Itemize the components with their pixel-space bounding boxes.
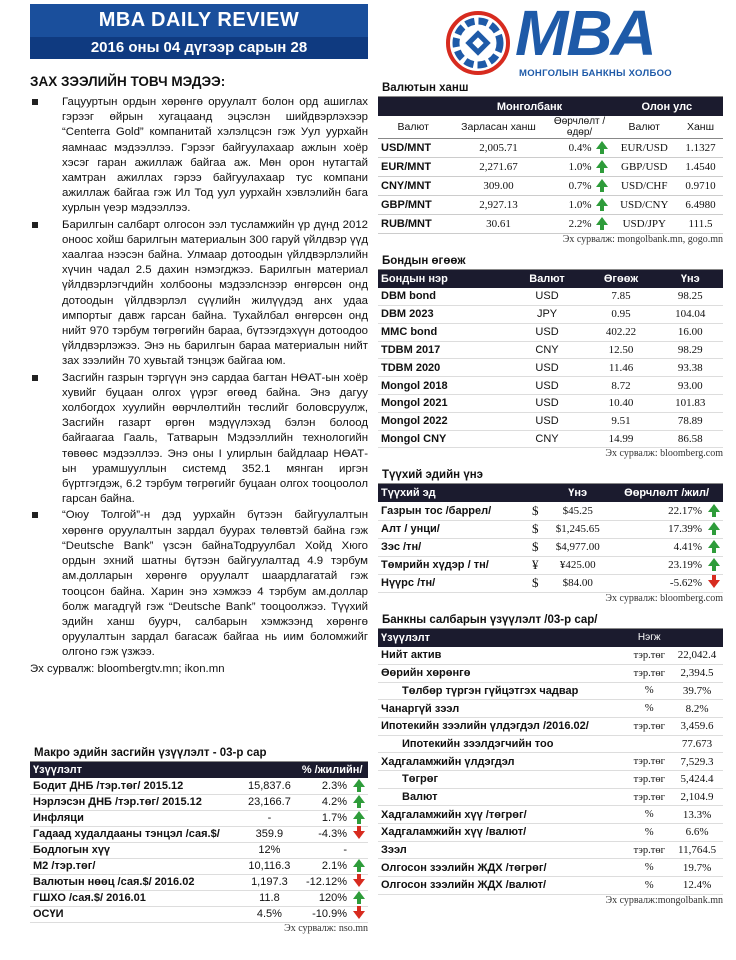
commodity-price: ¥425.00	[545, 556, 610, 574]
commodity-name: Газрын тос /баррел/	[378, 502, 529, 520]
up-arrow-icon	[708, 540, 720, 548]
currency-symbol-icon: $	[529, 502, 545, 520]
macro-row	[30, 874, 368, 890]
bank-indicator: Ипотекийн зээлийн үлдэгдэл /2016.02/	[378, 717, 627, 735]
fx-group-intl: Олон улс	[611, 97, 723, 116]
bank-unit: тэр.төг	[627, 788, 671, 806]
news-item	[30, 371, 368, 508]
macro-row	[30, 858, 368, 874]
mba-logo-mark-icon	[445, 10, 511, 76]
bank-row	[378, 806, 723, 824]
fx-rate: 2,271.67	[448, 158, 548, 177]
fx-rate: 309.00	[448, 177, 548, 196]
commodity-change: 4.41%	[610, 538, 705, 556]
news-item	[30, 508, 368, 660]
bonds-section	[378, 253, 723, 459]
news-item-text: “Оюу Толгой”-н дэд уурхайн бүтээн байгуулалтын хөрөнгө оруулалтын зардал буурах төлөвтэй байна гэж “Deutsche Bank” үзсэн байнаТодруулбал Хойд Хюго ордын эхний шатны бүтээн байгуулалтад 4.9 тэрбум ам.долларын хөрөнгө оруулалт шаардлагатай гэж тооцсон байна. Харин энэ хэмжээ 4 тэрбум ам.доллар болж магадгүй гэж “Deutsche Bank” тооцоолжээ. Түүхий эдийн ханш буурч, салбарын хэмжээнд хөрөнгө оруулалтын зардал багасаж байгаа нь иим боломжийг олгоно гэж үзжээ.	[62, 509, 368, 659]
commodity-change: 22.17%	[610, 502, 705, 520]
bank-row	[378, 770, 723, 788]
bond-yield: 0.95	[585, 306, 658, 324]
bank-row	[378, 753, 723, 771]
bond-row	[378, 395, 723, 413]
report-title: MBA DAILY REVIEW	[30, 4, 368, 37]
news-column	[30, 68, 368, 677]
fx-rate2: 1.4540	[678, 158, 723, 177]
news-list	[30, 95, 368, 661]
bank-value: 3,459.6	[671, 717, 723, 735]
bank-unit: тэр.төг	[627, 717, 671, 735]
fx-pair: USD/MNT	[378, 139, 448, 158]
bank-row	[378, 824, 723, 842]
macro-change: -10.9%	[312, 908, 347, 920]
macro-value: 15,837.6	[248, 779, 291, 792]
fx-row	[378, 177, 723, 196]
bond-row	[378, 306, 723, 324]
bond-row	[378, 341, 723, 359]
bank-value: 6.6%	[671, 824, 723, 842]
bond-currency: USD	[510, 377, 585, 395]
bond-name: Mongol CNY	[378, 430, 510, 448]
bank-row	[378, 717, 723, 735]
bond-price: 93.00	[658, 377, 724, 395]
commodities-table	[378, 484, 723, 593]
fx-pair: EUR/MNT	[378, 158, 448, 177]
bond-row	[378, 430, 723, 448]
bonds-title: Бондын өгөөж	[378, 253, 723, 270]
fx-title: Валютын ханш	[378, 80, 723, 97]
commodity-change: 17.39%	[610, 520, 705, 538]
bond-price: 93.38	[658, 359, 724, 377]
macro-indicator: Бодлогын хүү	[33, 844, 111, 856]
mba-logo	[445, 0, 715, 84]
logo-subtitle: МОНГОЛЫН БАНКНЫ ХОЛБОО	[519, 68, 672, 79]
macro-row	[30, 842, 368, 858]
bank-value: 7,529.3	[671, 753, 723, 771]
fx-rate2: 111.5	[678, 215, 723, 234]
up-arrow-icon	[353, 795, 365, 803]
bank-col-unit: Нэгж	[627, 629, 671, 647]
currency-symbol-icon: $	[529, 520, 545, 538]
up-arrow-icon	[353, 811, 365, 819]
macro-value: 10,116.3	[248, 860, 291, 872]
bank-unit: %	[627, 877, 671, 895]
bank-unit: %	[627, 700, 671, 718]
report-date: 2016 оны 04 дүгээр сарын 28	[30, 37, 368, 59]
bank-row	[378, 859, 723, 877]
bank-unit: тэр.төг	[627, 664, 671, 682]
up-arrow-icon	[708, 558, 720, 566]
bank-value: 77.673	[671, 735, 723, 753]
macro-row	[30, 810, 368, 826]
news-section	[30, 74, 368, 677]
bond-yield: 14.99	[585, 430, 658, 448]
macro-change: 2.1%	[321, 860, 347, 872]
fx-pair2: GBP/USD	[611, 158, 678, 177]
fx-change: 0.7%	[568, 180, 592, 192]
bond-currency: USD	[510, 395, 585, 413]
bank-value: 19.7%	[671, 859, 723, 877]
bond-yield: 11.46	[585, 359, 658, 377]
bond-yield: 9.51	[585, 412, 658, 430]
currency-symbol-icon: ¥	[529, 556, 545, 574]
fx-col-rate: Зарласан ханш	[448, 116, 548, 139]
commodities-col-change: Өөрчлөлт /жил/	[610, 484, 723, 502]
bank-row	[378, 664, 723, 682]
macro-change: 4.2%	[321, 796, 347, 808]
bank-indicator: Олгосон зээлийн ЖДХ /төгрөг/	[378, 859, 627, 877]
fx-rate: 2,927.13	[448, 196, 548, 215]
macro-change: 2.3%	[321, 779, 347, 792]
fx-rate: 2,005.71	[448, 139, 548, 158]
commodity-row	[378, 556, 723, 574]
bond-name: MMC bond	[378, 323, 510, 341]
bond-currency: JPY	[510, 306, 585, 324]
bonds-col-currency: Валют	[510, 270, 585, 288]
bank-indicator: Төлбөр түргэн гүйцэтгэх чадвар	[378, 682, 627, 700]
bank-indicator: Төгрөг	[378, 770, 627, 788]
commodity-row	[378, 502, 723, 520]
macro-row	[30, 778, 368, 794]
fx-col-currency2: Валют	[611, 116, 678, 139]
commodities-section	[378, 467, 723, 604]
bank-section	[378, 612, 723, 906]
bonds-col-price: Үнэ	[658, 270, 724, 288]
commodity-row	[378, 538, 723, 556]
news-item-text: Барилгын салбарт олгосон ээл тусламжийн үр дүнд 2012 оноос хойш барилгын материалын 300 гаруй үйлдвэр үүд хаалгаа нээсэн байна. Улмаар дотоодын үйлдвэрлэлийн хүчин чадал 2.5 дахин нэмэгджээ. Барилгын материал үйлдвэрлэгчдийн холбооны мэдээлснээр өнгөрсөн онд дотоодын үйлдвэрлэл сүүлийн жилүүдэд анх удаа импортыг давж гарсан байна. Тухайлбал өнгөрсөн онд нийт 970 тэрбум төгрөгийн бараа, бүтээгдэхүүн дотоодоо үйлдвэрлэжээ. Энэ нь барилгын бараа материалын нийт зах зээлийн 70 хувьтай тэнцэж байгаа юм.	[62, 218, 368, 368]
currency-symbol-icon: $	[529, 574, 545, 592]
bond-name: DBM bond	[378, 288, 510, 306]
fx-group-mongolbank: Монголбанк	[448, 97, 610, 116]
fx-col-change: Өөрчлөлт /өдөр/	[549, 116, 611, 139]
bond-row	[378, 359, 723, 377]
bullet-icon	[32, 99, 38, 105]
macro-indicator: Гадаад худалдааны тэнцэл /сая.$/	[33, 828, 220, 840]
fx-pair2: EUR/USD	[611, 139, 678, 158]
bank-indicator: Нийт актив	[378, 647, 627, 665]
bank-indicator: Хадгаламжийн хүү /валют/	[378, 824, 627, 842]
macro-row	[30, 890, 368, 906]
macro-value: -	[267, 812, 272, 824]
bond-yield: 402.22	[585, 323, 658, 341]
up-arrow-icon	[708, 522, 720, 530]
bank-unit: тэр.төг	[627, 753, 671, 771]
commodity-price: $1,245.65	[545, 520, 610, 538]
fx-change: 1.0%	[568, 199, 592, 211]
bond-price: 86.58	[658, 430, 724, 448]
macro-table	[30, 762, 368, 923]
bond-yield: 10.40	[585, 395, 658, 413]
logo-text: MBA	[515, 0, 655, 69]
bond-row	[378, 412, 723, 430]
news-title: ЗАХ ЗЭЭЛИЙН ТОВЧ МЭДЭЭ:	[30, 74, 226, 89]
macro-change: -12.12%	[306, 876, 347, 888]
up-arrow-icon	[353, 891, 365, 899]
bond-yield: 12.50	[585, 341, 658, 359]
macro-source: Эх сурвалж: nso.mn	[284, 922, 368, 934]
down-arrow-icon	[353, 831, 365, 839]
fx-source: Эх сурвалж: mongolbank.mn, gogo.mn	[562, 234, 723, 245]
fx-row	[378, 139, 723, 158]
bond-price: 98.25	[658, 288, 724, 306]
macro-row	[30, 826, 368, 842]
commodities-title: Түүхий эдийн үнэ	[378, 467, 723, 484]
up-arrow-icon	[596, 198, 608, 206]
macro-indicator: Нэрлэсэн ДНБ /тэр.төг/ 2015.12	[33, 796, 202, 808]
bond-name: DBM 2023	[378, 306, 510, 324]
bond-price: 98.29	[658, 341, 724, 359]
bank-unit: тэр.төг	[627, 841, 671, 859]
up-arrow-icon	[596, 179, 608, 187]
bank-value: 5,424.4	[671, 770, 723, 788]
bond-row	[378, 323, 723, 341]
bond-name: Mongol 2022	[378, 412, 510, 430]
macro-row	[30, 794, 368, 810]
bond-price: 104.04	[658, 306, 724, 324]
down-arrow-icon	[708, 580, 720, 588]
commodities-source: Эх сурвалж: bloomberg.com	[605, 592, 723, 604]
fx-pair: RUB/MNT	[378, 215, 448, 234]
bank-row	[378, 682, 723, 700]
bonds-table	[378, 270, 723, 448]
fx-rate: 30.61	[448, 215, 548, 234]
bank-row	[378, 700, 723, 718]
macro-change: 1.7%	[321, 812, 347, 824]
macro-change: -4.3%	[318, 828, 347, 840]
bond-yield: 7.85	[585, 288, 658, 306]
macro-indicator: М2 /тэр.төг/	[33, 860, 96, 872]
macro-col-indicator: Үзүүлэлт	[30, 762, 243, 778]
commodities-col-price: Үнэ	[545, 484, 610, 502]
bank-unit: тэр.төг	[627, 770, 671, 788]
bank-value: 13.3%	[671, 806, 723, 824]
macro-change: 120%	[318, 892, 347, 904]
news-item-text: Гацууртын ордын хөрөнгө оруулалт болон орд ашиглах гэрээг өйрын хугацаанд эцэслэн шийдвэрлэхээр “Centerra Gold” компанитай хэлэлцсэн гэж Уул уурхайн яамнаас мэдээллээ. Гэрээг байгуулахаар ажлын хоёр хэсэг гаран ажиллаж байгаа аж. Мөн орон нутагтай хамтран ажиллах гэрээ байгуулахаар тус компани ажиллаж байгаа гэж Ил Тод уул уурхайн хэвлэлийн бага хурлын үеэр мэдээллээ.	[62, 96, 368, 215]
commodity-name: Зэс /тн/	[378, 538, 529, 556]
bank-unit: %	[627, 682, 671, 700]
macro-title: Макро эдийн засгийн үзүүлэлт - 03-р сар	[30, 745, 368, 762]
bond-price: 78.89	[658, 412, 724, 430]
fx-rate2: 6.4980	[678, 196, 723, 215]
bank-indicator: Чанаргүй зээл	[378, 700, 627, 718]
macro-section	[30, 745, 368, 934]
up-arrow-icon	[596, 160, 608, 168]
commodity-name: Алт / унци/	[378, 520, 529, 538]
fx-table	[378, 97, 723, 234]
macro-indicator: Инфляци	[33, 812, 84, 824]
bank-indicator: Хадгаламжийн үлдэгдэл	[378, 753, 627, 771]
bank-row	[378, 877, 723, 895]
fx-change: 2.2%	[568, 218, 592, 230]
fx-pair: CNY/MNT	[378, 177, 448, 196]
commodity-row	[378, 574, 723, 592]
bank-indicator: Зээл	[378, 841, 627, 859]
fx-change: 0.4%	[568, 142, 592, 154]
macro-change: -	[343, 844, 347, 856]
commodity-name: Төмрийн хүдэр / тн/	[378, 556, 529, 574]
bond-currency: USD	[510, 359, 585, 377]
commodity-change: -5.62%	[610, 574, 705, 592]
fx-pair2: USD/CHF	[611, 177, 678, 196]
bond-name: Mongol 2018	[378, 377, 510, 395]
bank-unit	[627, 735, 671, 753]
commodity-price: $84.00	[545, 574, 610, 592]
bank-row	[378, 788, 723, 806]
up-arrow-icon	[596, 217, 608, 225]
up-arrow-icon	[596, 141, 608, 149]
macro-indicator: Валютын нөөц /сая.$/ 2016.02	[33, 876, 195, 888]
news-source: Эх сурвалж: bloombergtv.mn; ikon.mn	[30, 662, 225, 675]
bonds-source: Эх сурвалж: bloomberg.com	[605, 448, 723, 460]
down-arrow-icon	[353, 879, 365, 887]
macro-value: 359.9	[255, 828, 284, 840]
bond-currency: USD	[510, 323, 585, 341]
fx-col-currency: Валют	[378, 116, 448, 139]
commodity-row	[378, 520, 723, 538]
bank-indicator: Хадгаламжийн хүү /төгрөг/	[378, 806, 627, 824]
bond-currency: CNY	[510, 430, 585, 448]
bank-indicator: Ипотекийн зээлдэгчийн тоо	[378, 735, 627, 753]
bullet-icon	[32, 222, 38, 228]
bond-currency: USD	[510, 288, 585, 306]
macro-indicator: ГШХО /сая.$/ 2016.01	[33, 892, 146, 904]
bond-price: 101.83	[658, 395, 724, 413]
bond-row	[378, 288, 723, 306]
bank-unit: %	[627, 824, 671, 842]
macro-value: 1,197.3	[251, 876, 288, 888]
commodity-change: 23.19%	[610, 556, 705, 574]
bank-value: 12.4%	[671, 877, 723, 895]
bond-currency: CNY	[510, 341, 585, 359]
macro-value: 11.8	[259, 892, 280, 904]
bank-value: 11,764.5	[671, 841, 723, 859]
fx-rate2: 1.1327	[678, 139, 723, 158]
bank-row	[378, 841, 723, 859]
bank-indicator: Валют	[378, 788, 627, 806]
bank-value: 2,394.5	[671, 664, 723, 682]
news-item	[30, 218, 368, 370]
macro-col-pct: % /жилийн/	[296, 762, 368, 778]
bond-name: TDBM 2017	[378, 341, 510, 359]
macro-value: 4.5%	[256, 908, 282, 920]
commodity-price: $4,977.00	[545, 538, 610, 556]
macro-row	[30, 906, 368, 922]
bank-value: 39.7%	[671, 682, 723, 700]
news-item-text: Засгийн газрын тэргүүн энэ сардаа багтан НӨАТ-ын хоёр хувийг буцаан олгох үүрэг өгөөд байна. Энэ дагуу холбогдох хуулийн өөрчлөлтийн төслийг боловсруулж, Засгийн газарт өргөн мэдүүлэхэд бэлэн болоод байгаагаа Гааль, Татварын Мэдээллийн технологийн төвөөс мэдээллээ. Энэ оны I улирлын байдлаар НӨАТ-ын урамшууллын системд 352.1 мянган иргэн бүртгэгдэж, 6.2 тэрбум төгрөгийг буцаан олгох тооцоолол гарсан байна.	[62, 371, 368, 506]
fx-col-rate2: Ханш	[678, 116, 723, 139]
fx-rate2: 0.9710	[678, 177, 723, 196]
commodity-price: $45.25	[545, 502, 610, 520]
bond-yield: 8.72	[585, 377, 658, 395]
bank-row	[378, 735, 723, 753]
macro-value: 23,166.7	[248, 796, 291, 808]
news-item	[30, 95, 368, 217]
macro-value: 12%	[258, 844, 281, 856]
bond-price: 16.00	[658, 323, 724, 341]
macro-indicator: Бодит ДНБ /тэр.төг/ 2015.12	[33, 779, 184, 792]
right-column	[378, 80, 723, 914]
up-arrow-icon	[708, 504, 720, 512]
fx-section	[378, 80, 723, 245]
bonds-col-name: Бондын нэр	[378, 270, 510, 288]
bank-indicator: Олгосон зээлийн ЖДХ /валют/	[378, 877, 627, 895]
fx-row	[378, 215, 723, 234]
bullet-icon	[32, 512, 38, 518]
fx-change: 1.0%	[568, 161, 592, 173]
bond-name: Mongol 2021	[378, 395, 510, 413]
bank-title: Банкны салбарын үзүүлэлт /03-р сар/	[378, 612, 723, 629]
commodities-col-name: Түүхий эд	[378, 484, 529, 502]
bullet-icon	[32, 375, 38, 381]
commodity-name: Нүүрс /тн/	[378, 574, 529, 592]
macro-indicator: ОСҮИ	[33, 908, 64, 920]
up-arrow-icon	[353, 779, 365, 787]
bank-col-name: Үзүүлэлт	[378, 629, 627, 647]
fx-pair2: USD/JPY	[611, 215, 678, 234]
bond-currency: USD	[510, 412, 585, 430]
bank-value: 2,104.9	[671, 788, 723, 806]
down-arrow-icon	[353, 911, 365, 919]
up-arrow-icon	[353, 859, 365, 867]
fx-row	[378, 196, 723, 215]
bond-row	[378, 377, 723, 395]
bank-value: 8.2%	[671, 700, 723, 718]
bank-unit: %	[627, 859, 671, 877]
fx-row	[378, 158, 723, 177]
fx-pair: GBP/MNT	[378, 196, 448, 215]
bank-source: Эх сурвалж:mongolbank.mn	[605, 894, 723, 906]
bank-table	[378, 629, 723, 895]
fx-pair2: USD/CNY	[611, 196, 678, 215]
bank-row	[378, 647, 723, 665]
currency-symbol-icon: $	[529, 538, 545, 556]
bank-unit: тэр.төг	[627, 647, 671, 665]
bonds-col-yield: Өгөөж	[585, 270, 658, 288]
bond-name: TDBM 2020	[378, 359, 510, 377]
bank-indicator: Өөрийн хөрөнгө	[378, 664, 627, 682]
bank-value: 22,042.4	[671, 647, 723, 665]
bank-unit: %	[627, 806, 671, 824]
